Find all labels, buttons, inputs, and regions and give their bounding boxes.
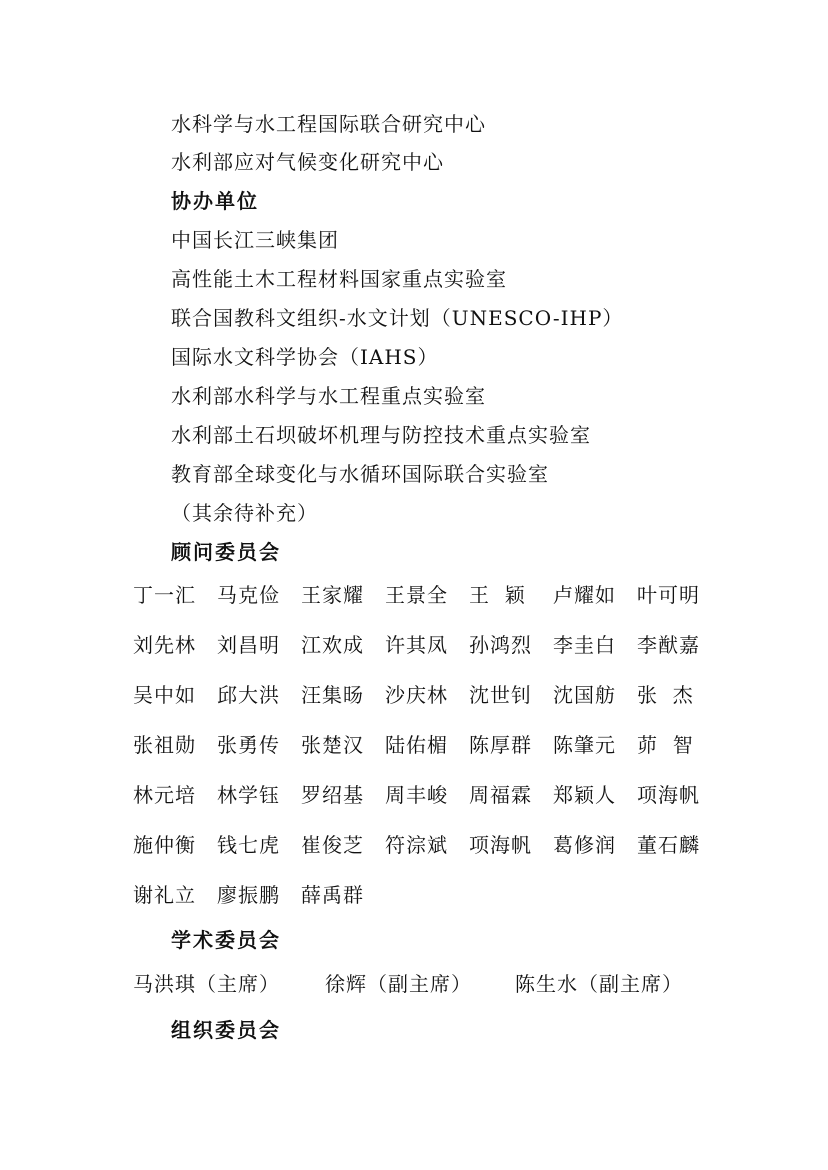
- advisory-member-name: 刘昌明: [217, 633, 280, 657]
- advisory-member-name: 廖振鹏: [217, 883, 280, 907]
- advisory-member-name: 钱七虎: [217, 833, 280, 857]
- advisory-member-name: 刘先林: [133, 633, 196, 657]
- advisory-member-name: 张勇传: [217, 733, 280, 757]
- advisory-heading: 顾问委员会: [171, 540, 281, 564]
- advisory-member-name: 葛修润: [553, 833, 616, 857]
- academic-chair: 马洪琪（主席）: [133, 972, 280, 996]
- advisory-member-name: 江欢成: [301, 633, 364, 657]
- academic-vice-chair-1: 徐辉（副主席）: [325, 972, 472, 996]
- co-organizer-2: 高性能土木工程材料国家重点实验室: [171, 267, 507, 291]
- advisory-member-name: 叶可明: [637, 583, 700, 607]
- advisory-row: [133, 631, 713, 681]
- co-organizer-8: （其余待补充）: [171, 501, 318, 525]
- advisory-row: [133, 581, 713, 631]
- co-organizer-6: 水利部土石坝破坏机理与防控技术重点实验室: [171, 423, 591, 447]
- advisory-member-name: 许其凤: [385, 633, 448, 657]
- advisory-member-name: 林元培: [133, 783, 196, 807]
- advisory-member-name: 施仲衡: [133, 833, 196, 857]
- advisory-member-name: 项海帆: [637, 783, 700, 807]
- advisory-member-name: 张 杰: [637, 683, 694, 707]
- advisory-member-name: 王景全: [385, 583, 448, 607]
- advisory-member-name: 李圭白: [553, 633, 616, 657]
- advisory-row: [133, 781, 713, 831]
- advisory-member-name: 沈国舫: [553, 683, 616, 707]
- advisory-member-name: 符淙斌: [385, 833, 448, 857]
- advisory-member-name: 王家耀: [301, 583, 364, 607]
- advisory-member-name: 汪集旸: [301, 683, 364, 707]
- co-organizer-1: 中国长江三峡集团: [171, 228, 339, 252]
- advisory-member-name: 卢耀如: [553, 583, 616, 607]
- advisory-member-name: 王 颖: [469, 583, 526, 607]
- advisory-member-name: 吴中如: [133, 683, 196, 707]
- advisory-member-name: 郑颖人: [553, 783, 616, 807]
- advisory-row: [133, 831, 713, 881]
- co-organizer-4: 国际水文科学协会（IAHS）: [171, 345, 439, 369]
- advisory-row: [133, 731, 713, 781]
- advisory-member-name: 茆 智: [637, 733, 694, 757]
- advisory-row: [133, 681, 713, 731]
- co-organizer-7: 教育部全球变化与水循环国际联合实验室: [171, 462, 549, 486]
- academic-heading: 学术委员会: [171, 928, 281, 952]
- advisory-member-name: 董石麟: [637, 833, 700, 857]
- advisory-member-name: 陈厚群: [469, 733, 532, 757]
- advisory-member-name: 罗绍基: [301, 783, 364, 807]
- advisory-member-name: 崔俊芝: [301, 833, 364, 857]
- advisory-row: [133, 881, 713, 931]
- advisory-member-name: 孙鸿烈: [469, 633, 532, 657]
- advisory-member-name: 丁一汇: [133, 583, 196, 607]
- academic-vice-chair-2: 陈生水（副主席）: [515, 972, 683, 996]
- advisory-member-name: 谢礼立: [133, 883, 196, 907]
- advisory-member-name: 陆佑楣: [385, 733, 448, 757]
- advisory-member-name: 沙庆林: [385, 683, 448, 707]
- advisory-member-name: 林学钰: [217, 783, 280, 807]
- advisory-member-name: 陈肇元: [553, 733, 616, 757]
- co-organizer-5: 水利部水科学与水工程重点实验室: [171, 384, 486, 408]
- organizer-line-2: 水利部应对气候变化研究中心: [171, 150, 444, 174]
- advisory-member-name: 沈世钊: [469, 683, 532, 707]
- co-organizer-3: 联合国教科文组织-水文计划（UNESCO-IHP）: [171, 306, 624, 330]
- advisory-member-name: 周丰峻: [385, 783, 448, 807]
- advisory-member-name: 项海帆: [469, 833, 532, 857]
- organizer-line-1: 水科学与水工程国际联合研究中心: [171, 112, 486, 136]
- advisory-member-name: 周福霖: [469, 783, 532, 807]
- advisory-member-name: 薛禹群: [301, 883, 364, 907]
- organizing-heading: 组织委员会: [171, 1018, 281, 1042]
- advisory-member-name: 张楚汉: [301, 733, 364, 757]
- advisory-member-name: 邱大洪: [217, 683, 280, 707]
- advisory-member-name: 马克俭: [217, 583, 280, 607]
- advisory-members: [133, 581, 713, 931]
- co-organizers-heading: 协办单位: [171, 189, 259, 213]
- advisory-member-name: 李猷嘉: [637, 633, 700, 657]
- advisory-member-name: 张祖勋: [133, 733, 196, 757]
